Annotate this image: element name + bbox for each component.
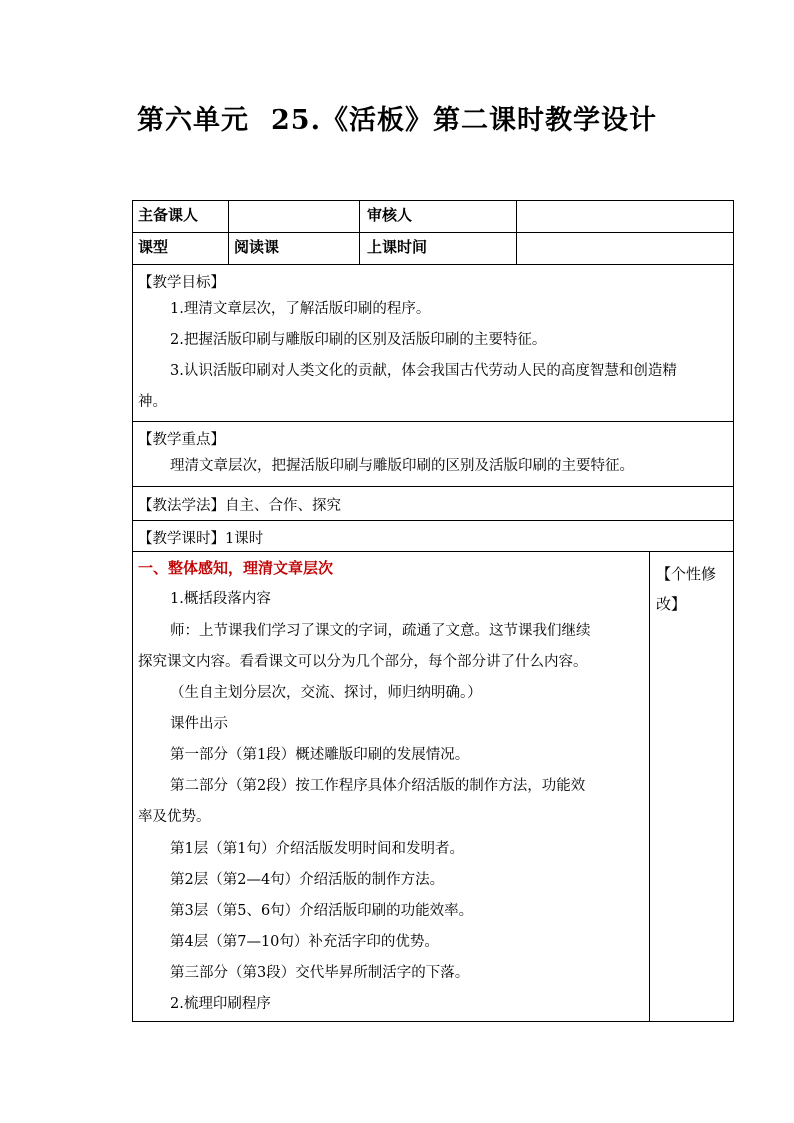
row-divider — [132, 520, 734, 521]
section-title: 一、整体感知，理清文章层次 — [138, 559, 334, 577]
lesson-title: 25.《活板》第二课时教学设计 — [271, 105, 657, 136]
time-label: 上课时间 — [367, 238, 428, 256]
process-line: 第3层（第5、6句）介绍活版印刷的功能效率。 — [170, 903, 474, 919]
process-line: 第1层（第1句）介绍活版发明时间和发明者。 — [170, 841, 464, 857]
methods-text: 自主、合作、探究 — [225, 498, 341, 514]
row-divider — [132, 421, 734, 422]
objective-item: 3.认识活版印刷对人类文化的贡献，体会我国古代劳动人民的高度智慧和创造精 — [170, 363, 677, 379]
methods-row — [138, 494, 341, 515]
process-line: 第三部分（第3段）交代毕昇所制活字的下落。 — [170, 965, 470, 981]
page-title — [0, 98, 794, 137]
col-divider — [228, 200, 229, 264]
methods-heading: 【教法学法】 — [138, 498, 225, 514]
preparer-label: 主备课人 — [138, 206, 199, 224]
col-divider — [649, 551, 650, 1022]
hours-text: 1课时 — [225, 531, 264, 547]
type-label: 课型 — [138, 238, 169, 256]
reviewer-label: 审核人 — [367, 206, 413, 224]
key-points-heading: 【教学重点】 — [138, 432, 225, 448]
process-line: （生自主划分层次，交流、探讨，师归纳明确。） — [170, 685, 482, 701]
process-line: 率及优势。 — [138, 809, 211, 825]
row-divider — [132, 551, 734, 552]
process-line: 师：上节课我们学习了课文的字词，疏通了文意。这节课我们继续 — [170, 623, 591, 639]
side-note-line: 改】 — [656, 595, 687, 613]
process-line: 第4层（第7—10句）补充活字印的优势。 — [170, 934, 439, 950]
side-note-line: 【个性修 — [656, 565, 717, 583]
objectives-heading: 【教学目标】 — [138, 275, 225, 291]
process-line: 第一部分（第1段）概述雕版印刷的发展情况。 — [170, 747, 470, 763]
process-line: 第2层（第2—4句）介绍活版的制作方法。 — [170, 872, 445, 888]
process-line: 1.概括段落内容 — [170, 591, 271, 607]
objective-item: 1.理清文章层次，了解活版印刷的程序。 — [170, 301, 431, 317]
col-divider — [359, 200, 360, 264]
process-line: 探究课文内容。看看课文可以分为几个部分，每个部分讲了什么内容。 — [138, 654, 588, 670]
process-line: 2.梳理印刷程序 — [170, 996, 271, 1012]
row-divider — [132, 232, 734, 233]
objective-item: 神。 — [138, 394, 167, 410]
row-divider — [132, 486, 734, 487]
row-divider — [132, 264, 734, 265]
process-line: 第二部分（第2段）按工作程序具体介绍活版的制作方法，功能效 — [170, 778, 586, 794]
col-divider — [516, 200, 517, 264]
hours-row — [138, 527, 263, 548]
unit-title: 第六单元 — [137, 105, 249, 136]
key-points-text: 理清文章层次，把握活版印刷与雕版印刷的区别及活版印刷的主要特征。 — [170, 458, 634, 474]
type-value: 阅读课 — [234, 238, 280, 256]
objective-item: 2.把握活版印刷与雕版印刷的区别及活版印刷的主要特征。 — [170, 332, 547, 348]
hours-heading: 【教学课时】 — [138, 531, 225, 547]
process-line: 课件出示 — [170, 716, 228, 732]
